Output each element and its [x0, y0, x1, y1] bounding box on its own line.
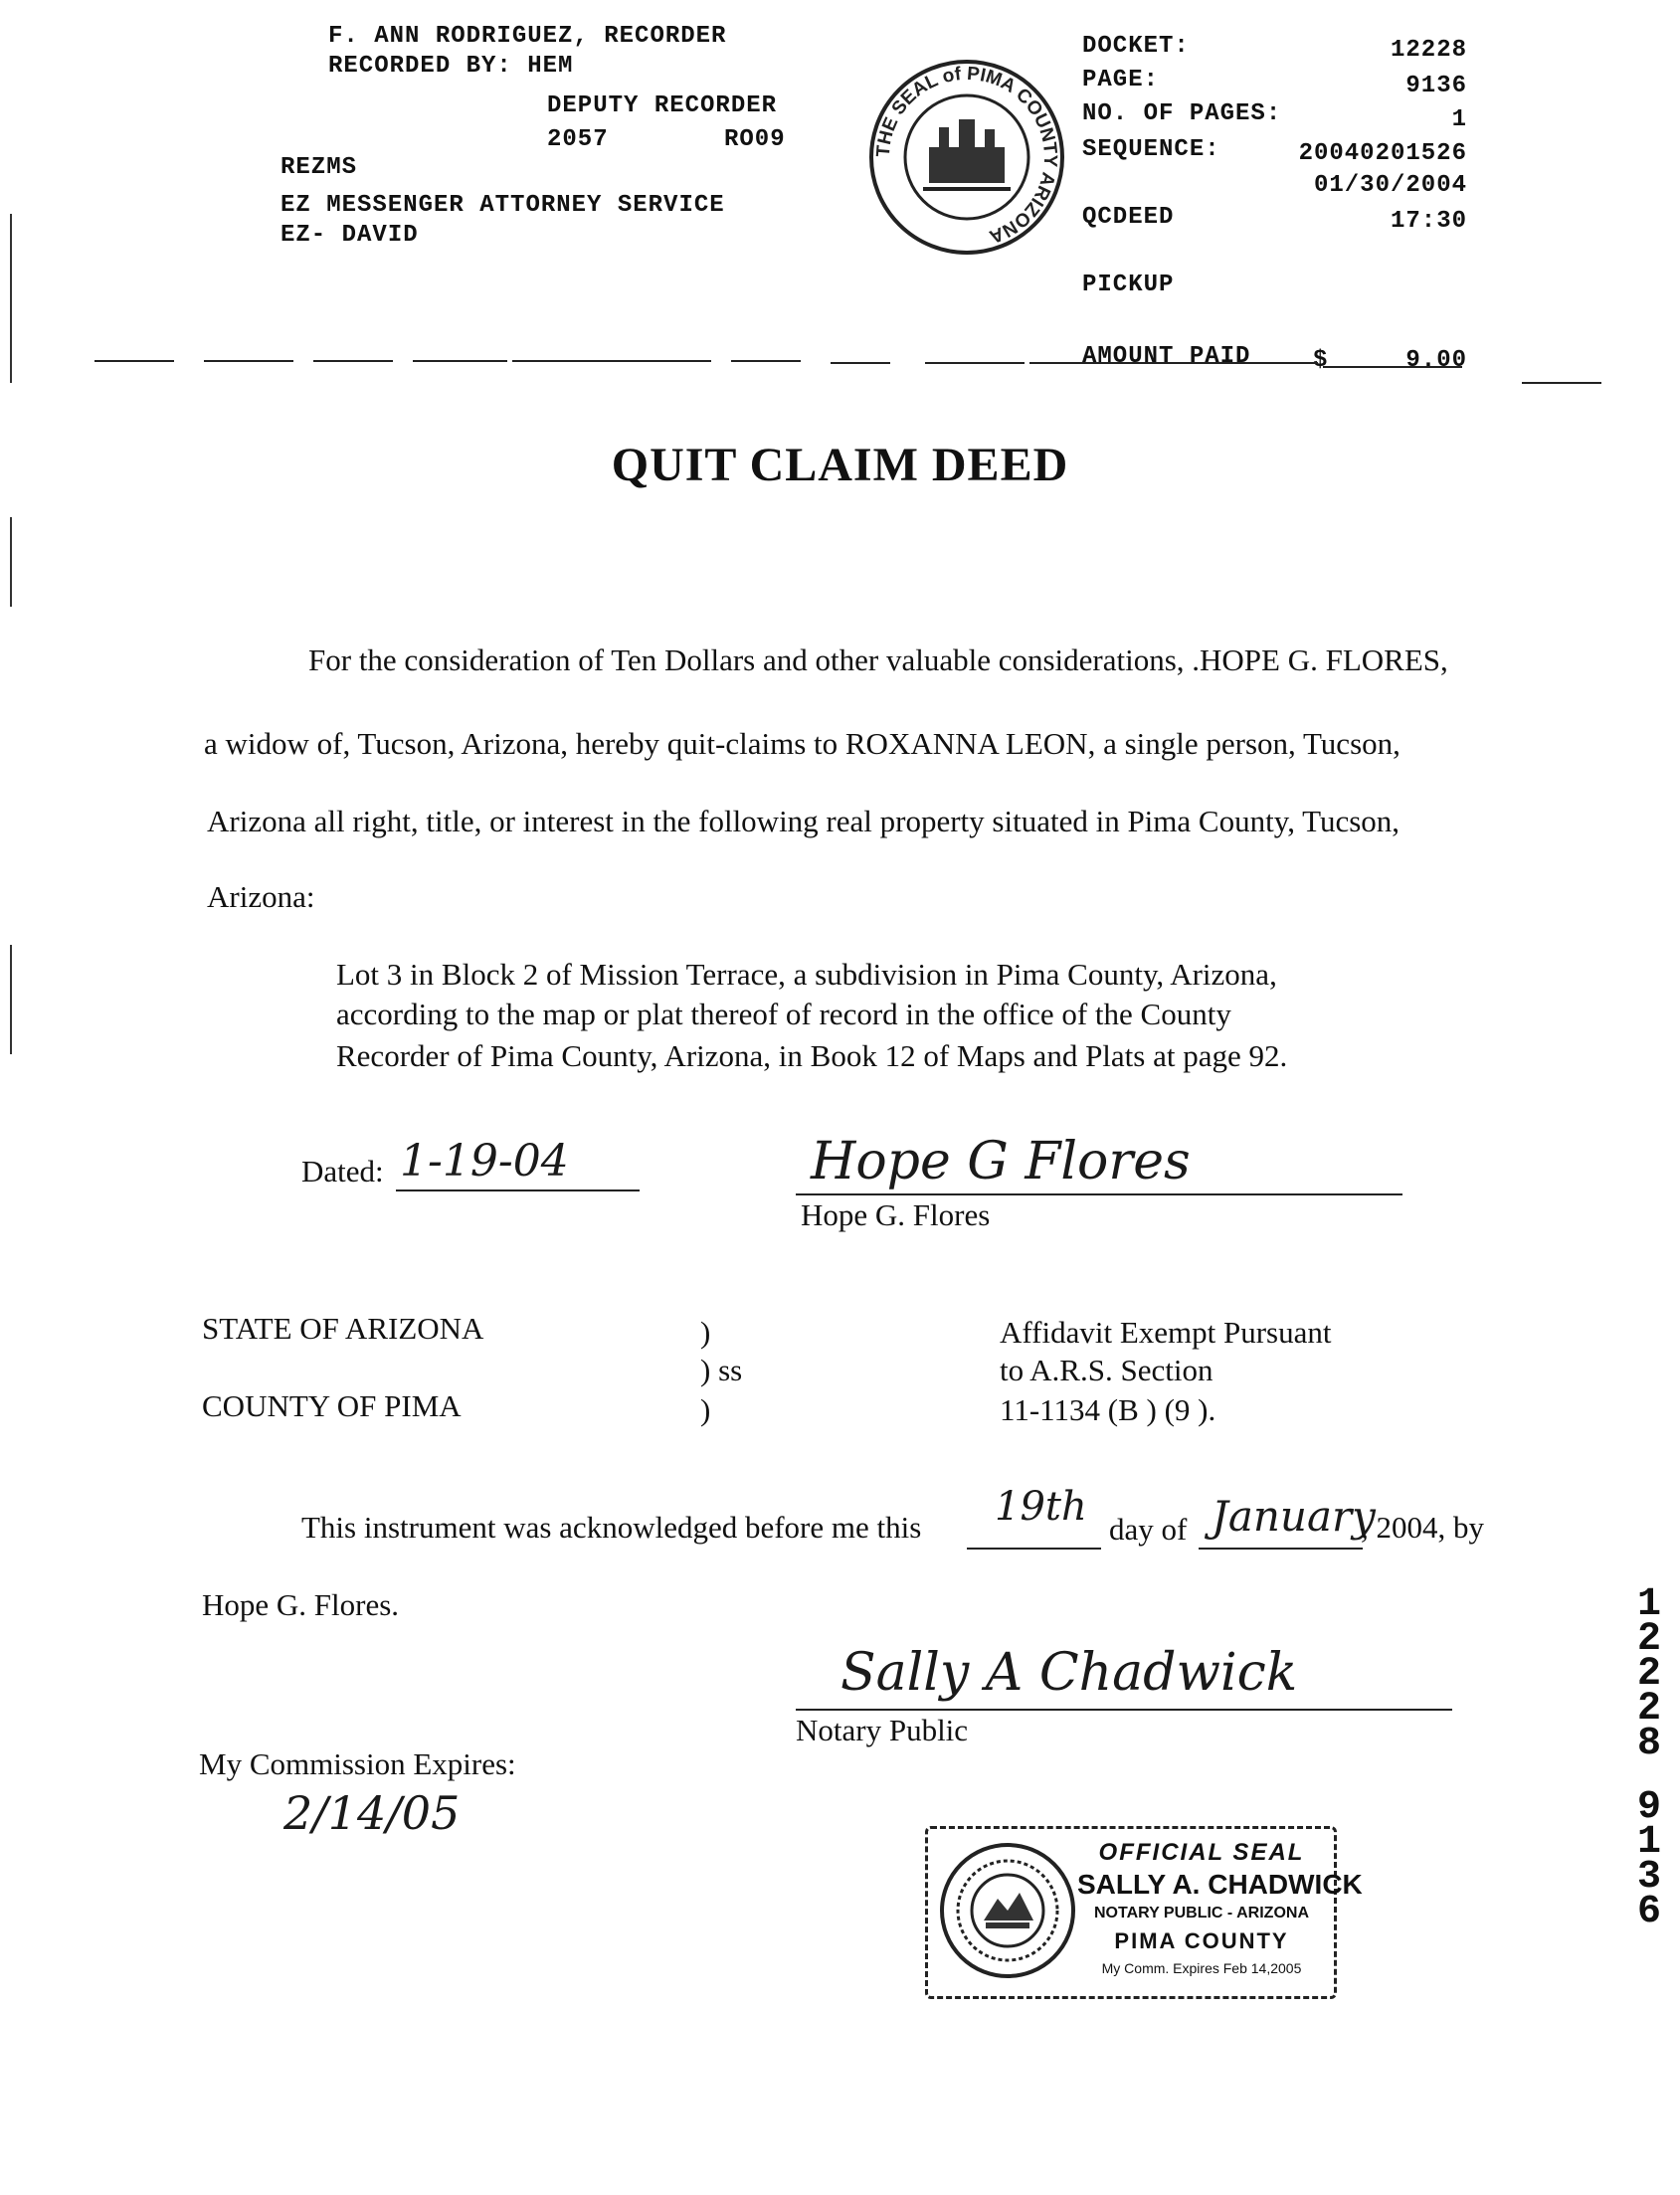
ack-day-of: day of: [1109, 1512, 1188, 1547]
venue-paren: ): [700, 1315, 711, 1350]
dated-label: Dated:: [301, 1154, 384, 1189]
ack-day-handwritten: 19th: [995, 1484, 1087, 1530]
exempt-line: to A.R.S. Section: [1000, 1353, 1213, 1387]
amount-paid: 9.00: [1405, 347, 1467, 374]
document-type: QCDEED: [1082, 204, 1175, 231]
recording-time: 17:30: [1390, 208, 1467, 235]
scan-edge-mark: [10, 214, 12, 383]
state-seal-emblem: [938, 1841, 1077, 1980]
dated-handwritten: 1-19-04: [400, 1136, 569, 1187]
pages-count: 1: [1451, 106, 1467, 133]
page-label: PAGE:: [1082, 67, 1160, 93]
official-seal-commission: NOTARY PUBLIC - ARIZONA: [1094, 1905, 1309, 1921]
dated-line: [396, 1189, 640, 1191]
messenger-service: EZ MESSENGER ATTORNEY SERVICE: [280, 192, 725, 219]
page-number: 9136: [1405, 73, 1467, 99]
exempt-line: 11-1134 (B ) (9 ).: [1000, 1392, 1216, 1427]
amount-currency: $: [1313, 347, 1329, 374]
body-line: a widow of, Tucson, Arizona, hereby quit-claims to ROXANNA LEON, a single person, Tucson,: [204, 726, 1400, 761]
notary-signature: Sally A Chadwick: [840, 1643, 1298, 1703]
deputy-recorder: DEPUTY RECORDER: [547, 92, 778, 119]
state-label: STATE OF ARIZONA: [202, 1311, 484, 1346]
scan-edge-mark: [10, 945, 12, 1054]
official-seal-expiration: My Comm. Expires Feb 14,2005: [1101, 1960, 1302, 1976]
recorder-code-a: 2057: [547, 126, 609, 153]
notary-official-seal: [925, 1826, 1363, 1999]
sequence-number: 20040201526: [1298, 140, 1467, 167]
legal-description-line: Recorder of Pima County, Arizona, in Book 12 of Maps and Plats at page 92.: [336, 1038, 1288, 1073]
docket-number: 12228: [1390, 37, 1467, 64]
ack-month-line: [1199, 1548, 1363, 1550]
legal-description-line: Lot 3 in Block 2 of Mission Terrace, a subdivision in Pima County, Arizona,: [336, 957, 1277, 992]
commission-date-handwritten: 2/14/05: [283, 1786, 461, 1840]
legal-description-line: according to the map or plat thereof of record in the office of the County: [336, 997, 1231, 1031]
official-seal-heading: OFFICIAL SEAL: [1098, 1839, 1305, 1866]
notary-title: Notary Public: [796, 1713, 969, 1747]
pages-label: NO. OF PAGES:: [1082, 100, 1282, 127]
body-line: Arizona:: [207, 879, 315, 914]
margin-docket-number: 1 2 2 2 8: [1636, 1582, 1661, 1766]
seal-ring-text: THE SEAL of PIMA COUNTY ARIZONA: [872, 63, 1061, 248]
ack-month-handwritten: January: [1212, 1492, 1376, 1541]
ack-day-line: [967, 1548, 1101, 1550]
ack-person: Hope G. Flores.: [202, 1587, 400, 1622]
commission-label: My Commission Expires:: [199, 1746, 516, 1781]
recorder-code-b: RO09: [724, 126, 786, 153]
signature-line: [796, 1193, 1402, 1195]
sequence-label: SEQUENCE:: [1082, 136, 1220, 163]
amount-label: AMOUNT PAID: [1082, 343, 1251, 370]
official-seal-county: PIMA COUNTY: [1114, 1928, 1289, 1953]
official-seal-notary-name: SALLY A. CHADWICK: [1077, 1869, 1363, 1900]
ack-year: , 2004, by: [1361, 1510, 1484, 1545]
messenger-agent: EZ- DAVID: [280, 222, 419, 249]
docket-label: DOCKET:: [1082, 33, 1190, 60]
county-label: COUNTY OF PIMA: [202, 1388, 462, 1423]
recorded-by: RECORDED BY: HEM: [328, 53, 574, 80]
notary-signature-line: [796, 1709, 1452, 1711]
margin-page-number: 9 1 3 6: [1636, 1785, 1661, 1934]
signer-name: Hope G. Flores: [801, 1197, 991, 1232]
recorder-ref: REZMS: [280, 154, 358, 181]
exempt-line: Affidavit Exempt Pursuant: [1000, 1315, 1332, 1350]
grantor-signature: Hope G Flores: [811, 1132, 1191, 1191]
scan-edge-mark: [10, 517, 12, 607]
pickup-label: PICKUP: [1082, 272, 1175, 298]
recorder-name: F. ANN RODRIGUEZ, RECORDER: [328, 23, 727, 50]
acknowledgment-text: This instrument was acknowledged before me this: [301, 1510, 922, 1545]
county-seal: [867, 58, 1066, 257]
body-line: For the consideration of Ten Dollars and other valuable considerations, .HOPE G. FLORES,: [308, 642, 1448, 677]
venue-ss: ) ss: [700, 1353, 743, 1387]
body-line: Arizona all right, title, or interest in the following real property situated in Pima County, Tucson,: [207, 804, 1400, 838]
document-title: QUIT CLAIM DEED: [611, 439, 1069, 491]
venue-paren: ): [700, 1392, 711, 1427]
recording-date: 01/30/2004: [1313, 172, 1467, 199]
